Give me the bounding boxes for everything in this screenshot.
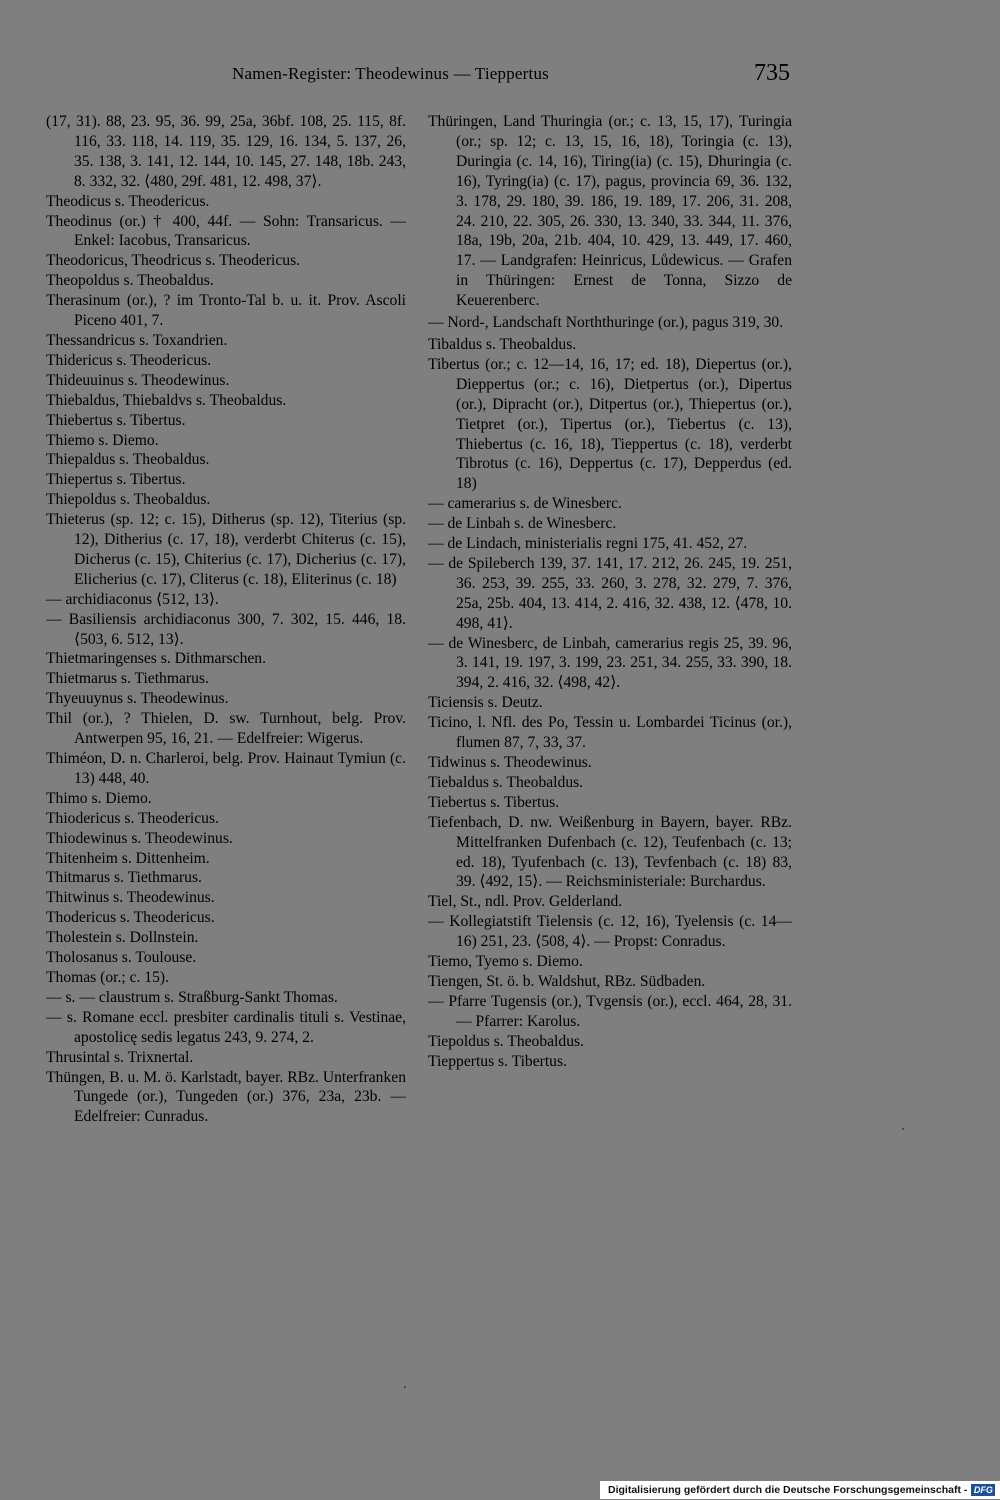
register-entry: — Basiliensis archidiaconus 300, 7. 302, 15. 446, 18. ⟨503, 6. 512, 13⟩. [46, 610, 406, 648]
register-entry: Theopoldus s. Theobaldus. [46, 272, 214, 290]
register-entry: Tieppertus s. Tibertus. [428, 1052, 567, 1070]
register-entry: Thitmarus s. Tiethmarus. [46, 869, 202, 887]
register-entry: Thieterus (sp. 12; c. 15), Ditherus (sp. 12), Titerius (sp. 12), Ditherius (c. 17, 18), verderbt Chiterus (c. 15), Dicherus (c. 15), Chiterius (c. 17), Dicherius (c. 17), Elicherius (c. 17), Cliterus (c. 18), Eliterinus (c. 18) [46, 511, 406, 588]
register-entry: Theodinus (or.) † 400, 44f. — Sohn: Transaricus. — Enkel: Iacobus, Transaricus. [46, 212, 406, 250]
register-entry: — s. — claustrum s. Straßburg-Sankt Thomas. [46, 988, 338, 1006]
register-entry: Thietmarus s. Tiethmarus. [46, 670, 209, 688]
dfg-logo-icon: DFG [971, 1484, 995, 1496]
register-entry: Therasinum (or.), ? im Tronto-Tal b. u. it. Prov. Ascoli Piceno 401, 7. [46, 292, 406, 330]
register-entry: Tiefenbach, D. nw. Weißenburg in Bayern, bayer. RBz. Mittelfranken Dufenbach (c. 12), Teufenbach (c. 13; ed. 18), Tyufenbach (c. 13), Tevfenbach (c. 18) 83, 39. ⟨492, 15⟩. — Reichsministeriale: Burchardus. [428, 813, 792, 891]
register-entry: (17, 31). 88, 23. 95, 36. 99, 25a, 36bf. 108, 25. 115, 8f. 116, 33. 118, 14. 119, 35. 129, 16. 134, 5. 137, 26, 35. 138, 3. 141, 12. 144, 10. 145, 27. 148, 18b. 243, 8. 332, 32. ⟨480, 29f. 481, 12. 498, 37⟩. [46, 113, 406, 190]
register-entry: — Kollegiatstift Tielensis (c. 12, 16), Tyelensis (c. 14—16) 251, 23. ⟨508, 4⟩. — Propst: Conradus. [428, 913, 792, 951]
register-entry: — de Linbah s. de Winesberc. [428, 515, 617, 533]
register-entry: Tidwinus s. Theodewinus. [428, 754, 592, 771]
scan-speck [902, 1128, 904, 1130]
register-entry: Thiepertus s. Tibertus. [46, 471, 186, 489]
register-entry: Thessandricus s. Toxandrien. [46, 331, 228, 349]
register-entry: — Nord-, Landschaft Norththuringe (or.), pagus 319, 30. [428, 314, 784, 332]
scan-speck [404, 1386, 406, 1388]
register-entry: Thiodericus s. Theodericus. [46, 809, 219, 827]
register-entry: Thomas (or.; c. 15). [46, 968, 169, 986]
register-entry: Thiebertus s. Tibertus. [46, 411, 186, 429]
register-entry: — de Winesberc, de Linbah, camerarius regis 25, 39. 96, 3. 141, 19. 197, 3. 199, 23. 251, 34. 255, 33. 390, 18. 394, 2. 416, 32. ⟨498, 42⟩. [428, 634, 792, 692]
register-entry: Tiengen, St. ö. b. Waldshut, RBz. Südbaden. [428, 972, 706, 990]
register-entry: Thiodewinus s. Theodewinus. [46, 829, 233, 847]
register-entry: Thiméon, D. n. Charleroi, belg. Prov. Hainaut Tymiun (c. 13) 448, 40. [46, 750, 406, 787]
register-entry: — de Lindach, ministerialis regni 175, 41. 452, 27. [428, 535, 748, 553]
register-entry: Thideuuinus s. Theodewinus. [46, 371, 230, 389]
register-entry: Thiepaldus s. Theobaldus. [46, 451, 210, 469]
register-entry: Thüngen, B. u. M. ö. Karlstadt, bayer. RBz. Unterfranken Tungede (or.), Tungeden (or.) 376, 23a, 23b. — Edelfreier: Cunradus. [46, 1068, 406, 1126]
register-entry: — archidiaconus ⟨512, 13⟩. [46, 590, 219, 608]
register-entry: Ticiensis s. Deutz. [428, 694, 543, 712]
register-entry: Thitenheim s. Dittenheim. [46, 849, 210, 867]
register-entry: Tiebertus s. Tibertus. [428, 793, 560, 811]
register-entry: Thitwinus s. Theodewinus. [46, 889, 215, 907]
register-entry: Thodericus s. Theodericus. [46, 909, 215, 927]
register-entry: Thimo s. Diemo. [46, 789, 152, 807]
register-entry: Tibaldus s. Theobaldus. [428, 335, 577, 353]
digitization-footer [600, 1481, 1000, 1499]
register-column-right [428, 112, 792, 1072]
register-entry: Tholosanus s. Toulouse. [46, 949, 197, 967]
register-entry: — s. Romane eccl. presbiter cardinalis tituli s. Vestinae, apostolicę sedis legatus 243, 9. 274, 2. [46, 1008, 406, 1046]
register-entry: Ticino, l. Nfl. des Po, Tessin u. Lombardei Ticinus (or.), flumen 87, 7, 33, 37. [428, 714, 792, 752]
register-entry: Tiebaldus s. Theobaldus. [428, 773, 584, 791]
register-entry: Thrusintal s. Trixnertal. [46, 1048, 194, 1066]
register-entry: — camerarius s. de Winesberc. [428, 495, 622, 513]
register-entry: Thil (or.), ? Thielen, D. sw. Turnhout, belg. Prov. Antwerpen 95, 16, 21. — Edelfreier: Wigerus. [46, 710, 406, 748]
page-header [0, 60, 1000, 90]
register-entry: — de Spileberch 139, 37. 141, 17. 212, 26. 245, 19. 251, 36. 253, 39. 255, 33. 260, 3. 278, 32. 279, 7. 376, 25a, 25b. 404, 13. 414, 2. 416, 32. 438, 12. ⟨478, 10. 498, 41⟩. [428, 554, 792, 632]
register-entry: Thiemo s. Diemo. [46, 431, 159, 449]
register-entry: Thietmaringenses s. Dithmarschen. [46, 650, 266, 668]
register-column-left [46, 112, 406, 1127]
register-entry: Tibertus (or.; c. 12—14, 16, 17; ed. 18), Diepertus (or.), Dieppertus (or.; c. 16), Dietpertus (or.), Dipertus (or.), Dipracht (or.), Ditpertus (or.), Thiepertus (or.), Tietpret (or.), Tipertus (or.), Tiebertus (c. 13), Thiebertus (c. 16, 18), Tieppertus (c. 18), verderbt Tibrotus (c. 16), Deppertus (c. 17), Depperdus (ed. 18) [428, 355, 792, 493]
running-title: Namen-Register: Theodewinus — Tieppertus [232, 64, 549, 83]
register-entry: Thüringen, Land Thuringia (or.; c. 13, 15, 17), Turingia (or.; sp. 12; c. 13, 15, 16, 18), Toringia (c. 13), Duringia (c. 14, 16), Tiring(ia) (c. 15), Dhuringia (c. 16), Tyring(ia) (c. 17), pagus, provincia 69, 36. 132, 3. 178, 29. 180, 39. 186, 19. 189, 17. 206, 31. 208, 24. 210, 22. 305, 26. 330, 13. 340, 33. 344, 11. 376, 18a, 19b, 20a, 21b. 404, 10. 429, 13. 449, 17. 460, 17. — Landgrafen: Heinricus, Lůdewicus. — Grafen in Thüringen: Ernest de Tonna, Sizzo de Keuerenberc. [428, 113, 792, 310]
register-entry: Thiebaldus, Thiebaldvs s. Theobaldus. [46, 391, 287, 409]
register-entry: — Pfarre Tugensis (or.), Tvgensis (or.), eccl. 464, 28, 31. — Pfarrer: Karolus. [428, 992, 792, 1030]
register-entry: Thiepoldus s. Theobaldus. [46, 491, 211, 509]
page-number: 735 [754, 60, 790, 86]
register-entry: Thyeuuynus s. Theodewinus. [46, 690, 229, 708]
register-entry: Tiemo, Tyemo s. Diemo. [428, 953, 583, 971]
register-entry: Theodoricus, Theodricus s. Theodericus. [46, 252, 301, 270]
register-entry: Tiel, St., ndl. Prov. Gelderland. [428, 893, 623, 911]
register-entry: Tiepoldus s. Theobaldus. [428, 1032, 584, 1050]
register-entry: Thidericus s. Theodericus. [46, 351, 212, 369]
register-entry: Theodicus s. Theodericus. [46, 192, 210, 210]
register-entry: Tholestein s. Dollnstein. [46, 929, 199, 947]
funding-notice: Digitalisierung gefördert durch die Deutsche Forschungsgemeinschaft - [608, 1484, 968, 1496]
